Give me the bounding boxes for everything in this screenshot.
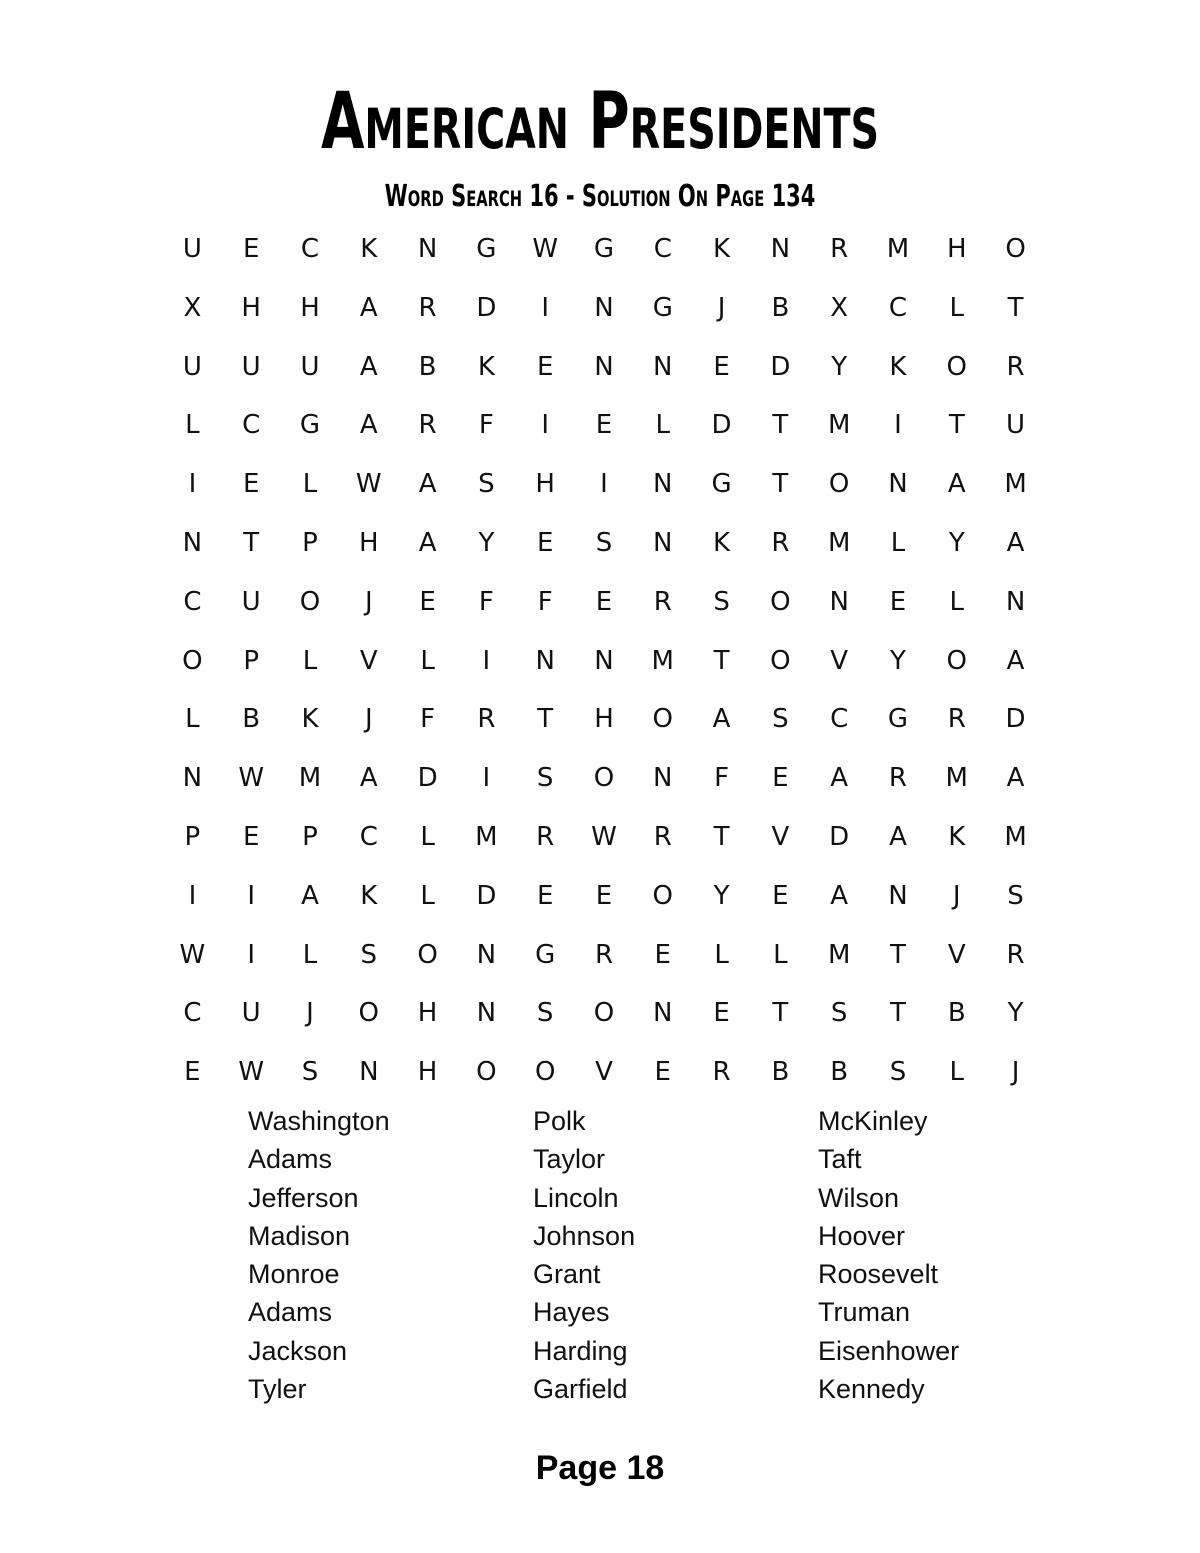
grid-letter: B [242, 704, 261, 735]
grid-letter: B [418, 351, 437, 382]
grid-row [163, 220, 1045, 279]
grid-letter: E [242, 234, 260, 264]
page-subtitle: Word Search 16 - Solution On Page 134 [384, 179, 816, 214]
grid-letter: I [541, 410, 550, 441]
grid-row [163, 514, 1045, 573]
grid-letter: A [359, 763, 378, 794]
grid-letter: O [593, 998, 615, 1029]
grid-row [163, 749, 1045, 808]
grid-letter: N [182, 763, 203, 794]
grid-letter: E [242, 821, 260, 852]
grid-letter: N [653, 469, 673, 500]
grid-letter: E [772, 880, 789, 911]
grid-letter: D [476, 292, 497, 323]
grid-letter: K [713, 234, 731, 264]
grid-letter: C [359, 821, 378, 852]
grid-letter: L [949, 292, 964, 323]
grid-letter: O [417, 939, 438, 970]
grid-letter: N [594, 292, 614, 323]
grid-letter: L [420, 880, 435, 911]
word-list [248, 1102, 1103, 1408]
grid-letter: E [536, 351, 554, 382]
grid-letter: Y [1007, 998, 1024, 1029]
grid-letter: N [888, 469, 908, 500]
grid-row [163, 338, 1045, 397]
word-item: Tyler [248, 1374, 307, 1405]
word-item: Madison [248, 1220, 351, 1251]
grid-letter: J [952, 880, 961, 911]
grid-letter: A [301, 880, 319, 911]
grid-letter: C [183, 586, 202, 617]
grid-letter: B [830, 1057, 849, 1088]
grid-letter: B [771, 292, 790, 323]
grid-row [163, 396, 1045, 455]
word-item: Monroe [248, 1259, 340, 1290]
grid-letter: E [654, 1057, 671, 1088]
word-item: Adams [248, 1144, 333, 1175]
grid-letter: M [1004, 821, 1027, 852]
grid-letter: C [830, 704, 849, 735]
grid-letter: A [947, 469, 966, 500]
grid-letter: T [713, 821, 730, 852]
grid-letter: V [359, 645, 378, 676]
grid-letter: R [1006, 351, 1025, 382]
word-item: McKinley [818, 1106, 928, 1136]
grid-letter: N [535, 645, 555, 676]
grid-letter: I [482, 645, 491, 676]
grid-letter: O [358, 998, 380, 1029]
grid-letter: E [889, 586, 907, 617]
word-item: Truman [818, 1297, 911, 1328]
grid-letter: N [653, 527, 673, 558]
grid-letter: R [653, 586, 672, 617]
grid-letter: U [241, 998, 261, 1029]
grid-letter: T [713, 645, 730, 676]
grid-letter: G [593, 234, 615, 264]
grid-letter: C [653, 234, 672, 264]
grid-letter: N [417, 234, 438, 264]
grid-letter: A [830, 880, 849, 911]
grid-letter: H [241, 292, 261, 323]
grid-letter: E [536, 527, 554, 558]
grid-letter: L [890, 527, 906, 558]
grid-letter: G [711, 469, 732, 500]
grid-letter: O [652, 880, 673, 911]
grid-letter: W [532, 234, 559, 264]
grid-letter: F [478, 586, 494, 617]
grid-letter: S [713, 586, 730, 617]
grid-row [163, 926, 1045, 985]
grid-letter: O [1005, 234, 1026, 264]
grid-letter: Y [831, 351, 848, 382]
grid-letter: N [770, 234, 791, 264]
grid-letter: T [772, 469, 789, 500]
letter-grid [163, 220, 1045, 1102]
grid-letter: K [948, 821, 966, 852]
grid-letter: I [541, 292, 550, 323]
grid-letter: M [1004, 469, 1027, 500]
grid-letter: H [417, 1057, 438, 1088]
grid-letter: N [476, 939, 497, 970]
grid-letter: T [890, 939, 906, 970]
grid-letter: E [713, 351, 730, 382]
grid-letter: S [301, 1057, 319, 1088]
grid-letter: E [595, 586, 613, 617]
grid-letter: L [949, 586, 964, 617]
grid-letter: E [595, 880, 613, 911]
grid-letter: I [247, 939, 256, 970]
grid-letter: O [946, 645, 967, 676]
grid-letter: K [360, 880, 378, 911]
grid-letter: J [1011, 1057, 1020, 1088]
grid-letter: Y [948, 527, 965, 558]
grid-letter: R [712, 1057, 731, 1088]
grid-letter: R [653, 821, 672, 852]
grid-letter: S [772, 704, 789, 735]
grid-letter: R [830, 234, 849, 264]
word-item: Polk [533, 1106, 586, 1136]
grid-letter: H [417, 998, 438, 1029]
word-item: Grant [533, 1259, 601, 1290]
grid-letter: M [827, 527, 851, 558]
word-column [533, 1102, 818, 1408]
grid-letter: E [184, 1057, 201, 1088]
grid-letter: L [302, 645, 318, 676]
grid-letter: N [653, 998, 673, 1029]
grid-letter: T [890, 998, 906, 1029]
grid-letter: N [1005, 586, 1026, 617]
grid-letter: R [536, 821, 555, 852]
grid-letter: A [359, 351, 378, 382]
grid-letter: M [827, 410, 851, 441]
grid-letter: L [773, 939, 788, 970]
grid-letter: S [478, 469, 495, 500]
grid-letter: A [418, 469, 437, 500]
grid-letter: H [946, 234, 967, 264]
grid-letter: V [595, 1057, 613, 1088]
grid-letter: H [594, 704, 614, 735]
word-item: Garfield [533, 1374, 628, 1405]
grid-letter: E [595, 410, 613, 441]
grid-letter: I [188, 880, 197, 911]
grid-letter: N [182, 527, 203, 558]
word-item: Taft [818, 1144, 862, 1175]
word-item: Harding [533, 1335, 628, 1366]
grid-letter: K [360, 234, 378, 264]
grid-letter: D [1005, 704, 1026, 735]
grid-letter: O [946, 351, 967, 382]
word-item: Kennedy [818, 1374, 925, 1405]
grid-letter: P [184, 821, 201, 852]
grid-letter: L [302, 939, 318, 970]
grid-letter: A [712, 704, 731, 735]
grid-letter: N [359, 1057, 379, 1088]
grid-letter: Y [890, 645, 906, 676]
grid-letter: W [238, 763, 265, 794]
grid-letter: S [889, 1057, 907, 1088]
word-item: Hoover [818, 1220, 906, 1251]
grid-letter: M [298, 763, 322, 794]
grid-letter: R [594, 939, 614, 970]
grid-letter: G [299, 410, 321, 441]
grid-letter: L [655, 410, 671, 441]
grid-letter: T [243, 527, 260, 558]
grid-letter: X [183, 292, 202, 323]
grid-row [163, 1043, 1045, 1102]
grid-letter: O [652, 704, 673, 735]
grid-letter: J [364, 704, 373, 735]
word-column [818, 1102, 1103, 1408]
grid-row [163, 632, 1045, 691]
grid-letter: W [238, 1057, 265, 1088]
grid-letter: I [482, 763, 491, 794]
grid-letter: T [1007, 292, 1024, 323]
grid-letter: N [888, 880, 908, 911]
grid-letter: J [717, 292, 726, 323]
grid-letter: K [713, 527, 731, 558]
grid-letter: R [1006, 939, 1025, 970]
grid-letter: D [829, 821, 850, 852]
grid-letter: R [947, 704, 966, 735]
grid-letter: P [243, 645, 260, 676]
grid-letter: I [247, 880, 256, 911]
grid-letter: F [714, 763, 730, 794]
grid-letter: S [595, 527, 613, 558]
grid-letter: G [652, 292, 673, 323]
grid-letter: C [888, 292, 908, 323]
grid-letter: E [713, 998, 730, 1029]
grid-letter: G [887, 704, 909, 735]
grid-row [163, 808, 1045, 867]
grid-row [163, 690, 1045, 749]
grid-letter: O [770, 645, 791, 676]
grid-letter: S [1007, 880, 1024, 911]
page-title: American Presidents [320, 77, 880, 167]
grid-letter: T [537, 704, 554, 735]
grid-letter: X [830, 292, 849, 323]
word-item: Hayes [533, 1297, 610, 1328]
grid-letter: G [476, 234, 497, 264]
grid-letter: H [300, 292, 320, 323]
grid-letter: V [771, 821, 790, 852]
grid-letter: K [889, 351, 907, 382]
grid-letter: E [772, 763, 789, 794]
grid-letter: L [420, 645, 435, 676]
grid-letter: L [185, 410, 200, 441]
grid-letter: U [1006, 410, 1026, 441]
grid-letter: F [420, 704, 436, 735]
grid-letter: S [360, 939, 378, 970]
grid-letter: U [182, 351, 202, 382]
grid-letter: Y [478, 527, 495, 558]
word-item: Jefferson [248, 1182, 359, 1213]
grid-letter: W [591, 821, 617, 852]
grid-letter: F [537, 586, 553, 617]
grid-letter: F [478, 410, 494, 441]
grid-letter: O [593, 763, 615, 794]
grid-letter: R [888, 763, 907, 794]
grid-row [163, 279, 1045, 338]
grid-letter: L [714, 939, 729, 970]
grid-letter: T [772, 998, 789, 1029]
grid-letter: O [476, 1057, 497, 1088]
grid-letter: E [242, 469, 260, 500]
grid-letter: H [535, 469, 555, 500]
grid-letter: C [242, 410, 261, 441]
grid-letter: M [827, 939, 851, 970]
grid-letter: D [476, 880, 497, 911]
grid-row [163, 455, 1045, 514]
grid-letter: Y [713, 880, 730, 911]
grid-letter: O [534, 1057, 556, 1088]
grid-letter: I [894, 410, 902, 441]
grid-letter: U [182, 234, 202, 264]
grid-letter: R [477, 704, 496, 735]
grid-letter: T [772, 410, 789, 441]
grid-letter: K [301, 704, 319, 735]
grid-letter: M [886, 234, 910, 264]
word-item: Washington [248, 1106, 390, 1136]
grid-letter: E [654, 939, 671, 970]
grid-letter: A [830, 763, 849, 794]
grid-letter: I [188, 469, 197, 500]
grid-letter: O [299, 586, 321, 617]
grid-letter: W [179, 939, 206, 970]
grid-letter: A [418, 527, 437, 558]
word-item: Taylor [533, 1144, 606, 1175]
grid-row [163, 867, 1045, 926]
word-item: Roosevelt [818, 1259, 939, 1290]
grid-letter: B [947, 998, 966, 1029]
grid-letter: R [418, 292, 437, 323]
grid-letter: U [300, 351, 320, 382]
grid-letter: P [302, 821, 318, 852]
grid-row [163, 984, 1045, 1043]
grid-letter: A [1006, 763, 1025, 794]
grid-letter: V [947, 939, 966, 970]
grid-letter: C [183, 998, 202, 1029]
grid-letter: D [417, 763, 438, 794]
grid-letter: G [535, 939, 556, 970]
grid-letter: R [771, 527, 790, 558]
grid-letter: J [306, 998, 314, 1029]
grid-letter: O [828, 469, 850, 500]
grid-letter: W [355, 469, 382, 500]
grid-letter: N [476, 998, 497, 1029]
grid-letter: U [241, 586, 261, 617]
grid-letter: D [711, 410, 732, 441]
page-number: Page 18 [535, 1449, 665, 1487]
word-item: Wilson [818, 1182, 900, 1213]
grid-letter: I [600, 469, 608, 500]
grid-letter: U [241, 351, 261, 382]
grid-letter: S [830, 998, 848, 1029]
grid-letter: A [359, 292, 378, 323]
grid-letter: A [1006, 527, 1025, 558]
word-column [248, 1102, 533, 1408]
grid-letter: S [536, 763, 554, 794]
grid-letter: P [302, 527, 318, 558]
grid-letter: D [770, 351, 791, 382]
grid-letter: L [949, 1057, 964, 1088]
grid-letter: J [364, 586, 373, 617]
grid-letter: A [889, 821, 907, 852]
grid-letter: N [594, 351, 614, 382]
grid-letter: L [185, 704, 200, 735]
grid-letter: O [770, 586, 791, 617]
word-item: Lincoln [533, 1182, 619, 1213]
grid-letter: E [536, 880, 554, 911]
grid-letter: M [945, 763, 968, 794]
word-item: Johnson [533, 1220, 636, 1251]
grid-letter: M [475, 821, 498, 852]
grid-letter: N [829, 586, 849, 617]
grid-row [163, 573, 1045, 632]
grid-letter: M [651, 645, 674, 676]
grid-letter: A [359, 410, 378, 441]
grid-letter: R [418, 410, 437, 441]
grid-letter: E [419, 586, 436, 617]
grid-letter: N [653, 763, 673, 794]
word-item: Adams [248, 1297, 333, 1328]
grid-letter: H [359, 527, 379, 558]
word-item: Jackson [248, 1335, 348, 1366]
grid-letter: B [771, 1057, 790, 1088]
grid-letter: L [302, 469, 318, 500]
grid-letter: O [182, 645, 203, 676]
grid-letter: K [477, 351, 495, 382]
grid-letter: S [536, 998, 554, 1029]
grid-letter: A [1006, 645, 1025, 676]
grid-letter: V [830, 645, 849, 676]
grid-letter: N [594, 645, 614, 676]
grid-letter: C [300, 234, 320, 264]
grid-letter: L [420, 821, 435, 852]
word-item: Eisenhower [818, 1335, 960, 1366]
grid-letter: N [653, 351, 673, 382]
grid-letter: T [948, 410, 965, 441]
